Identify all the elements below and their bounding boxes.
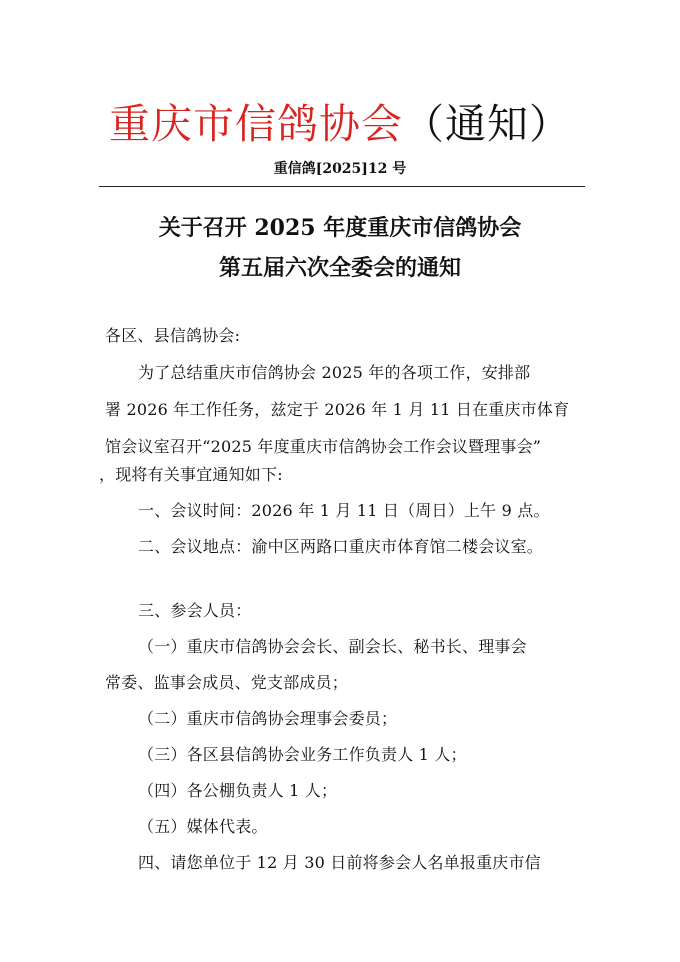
item-meeting-time: 一、会议时间：2026 年 1 月 11 日（周日）上午 9 点。 xyxy=(138,501,550,520)
intro-line-2: 署 2026 年工作任务，兹定于 2026 年 1 月 11 日在重庆市体育 xyxy=(105,400,570,419)
attendee-line-3: （二）重庆市信鸽协会理事会委员； xyxy=(138,709,398,728)
document-number: 重信鸽[2025]12 号 xyxy=(273,161,407,177)
doc-type-label: （通知） xyxy=(403,100,571,148)
intro-line-4: ，现将有关事宜通知如下: xyxy=(99,465,283,484)
item-meeting-location: 二、会议地点：渝中区两路口重庆市体育馆二楼会议室。 xyxy=(138,537,544,556)
attendee-line-1: （一）重庆市信鸽协会会长、副会长、秘书长、理事会 xyxy=(138,637,527,656)
header-divider xyxy=(99,186,585,187)
notice-title-line-1: 关于召开 2025 年度重庆市信鸽协会 xyxy=(158,215,522,241)
attendee-line-2: 常委、监事会成员、党支部成员； xyxy=(105,673,349,692)
attendee-line-5: （四）各公棚负责人 1 人； xyxy=(138,781,338,800)
item-attendees-heading: 三、参会人员： xyxy=(138,601,252,620)
attendee-line-4: （三）各区县信鸽协会业务工作负责人 1 人； xyxy=(138,745,467,764)
item-registration: 四、请您单位于 12 月 30 日前将参会人名单报重庆市信 xyxy=(138,853,541,872)
intro-line-3: 馆会议室召开“2025 年度重庆市信鸽协会工作会议暨理事会” xyxy=(105,437,542,456)
notice-title-line-2: 第五届六次全委会的通知 xyxy=(218,255,461,281)
intro-line-1: 为了总结重庆市信鸽协会 2025 年的各项工作，安排部 xyxy=(138,363,531,382)
salutation: 各区、县信鸽协会: xyxy=(105,326,241,345)
attendee-line-6: （五）媒体代表。 xyxy=(138,817,268,836)
document-header-title xyxy=(0,98,680,150)
org-name: 重庆市信鸽协会 xyxy=(109,100,403,148)
